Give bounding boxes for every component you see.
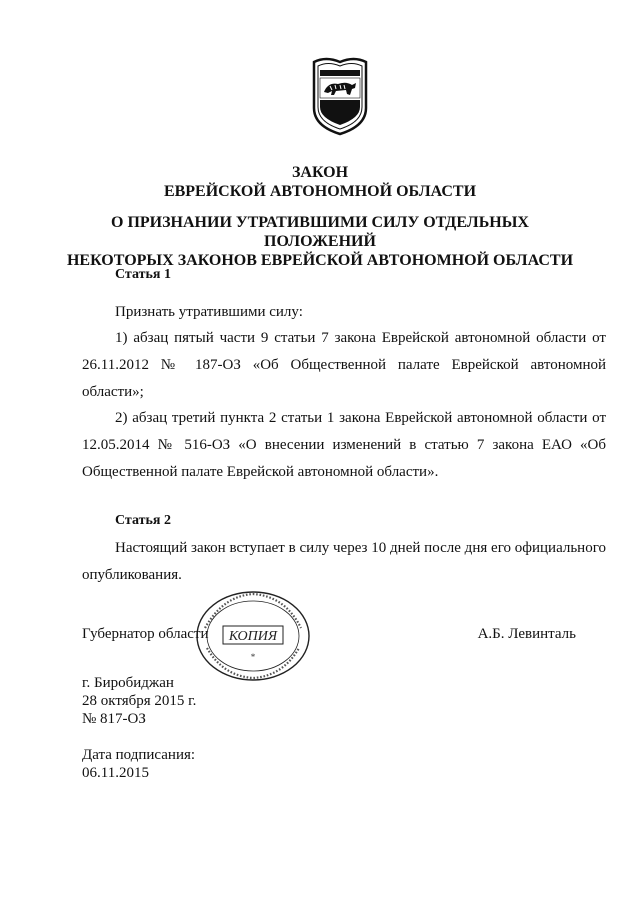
article-1-heading: Статья 1 — [115, 267, 171, 282]
title-line-law: ЗАКОН — [291, 164, 349, 181]
article-1-item-2: 2) абзац третий пункта 2 статьи 1 закона Еврейской автономной области от 12.05.2014 № 516-ОЗ «О внесении изменений в статью 7 закона ЕАО «Об Общественной палате Еврейской автономной области». — [82, 410, 606, 480]
law-subject — [60, 213, 580, 270]
signatory-position: Губернатор области — [82, 626, 209, 642]
svg-text:*: * — [250, 652, 256, 662]
article-2-text: Настоящий закон вступает в силу через 10 дней после дня его официального опубликования. — [82, 540, 606, 583]
signing-details — [82, 746, 195, 782]
official-stamp-icon — [193, 588, 313, 684]
article-2-heading: Статья 2 — [115, 513, 171, 528]
issue-details — [82, 674, 196, 728]
issue-city: г. Биробиджан — [82, 675, 174, 691]
issue-date: 28 октября 2015 г. — [82, 693, 197, 709]
article-1-intro: Признать утратившими силу: — [115, 304, 303, 320]
coat-of-arms-tiger-icon — [308, 52, 372, 136]
subject-line-2: НЕКОТОРЫХ ЗАКОНОВ ЕВРЕЙСКОЙ АВТОНОМНОЙ ОБЛАСТИ — [66, 252, 574, 269]
stamp-text: КОПИЯ — [228, 629, 278, 644]
law-title — [60, 163, 580, 201]
article-1-item-1: 1) абзац пятый части 9 статьи 7 закона Еврейской автономной области от 26.11.2012 № 187-ОЗ «Об Общественной палате Еврейской автономной области»; — [82, 330, 606, 400]
title-line-region: ЕВРЕЙСКОЙ АВТОНОМНОЙ ОБЛАСТИ — [163, 183, 477, 200]
law-number: № 817-ОЗ — [82, 711, 146, 727]
signatory-name: А.Б. Левинталь — [477, 626, 576, 642]
subject-line-1: О ПРИЗНАНИИ УТРАТИВШИМИ СИЛУ ОТДЕЛЬНЫХ ПОЛОЖЕНИЙ — [111, 214, 529, 250]
signing-date-label: Дата подписания: — [82, 747, 196, 763]
signing-date: 06.11.2015 — [82, 765, 149, 781]
